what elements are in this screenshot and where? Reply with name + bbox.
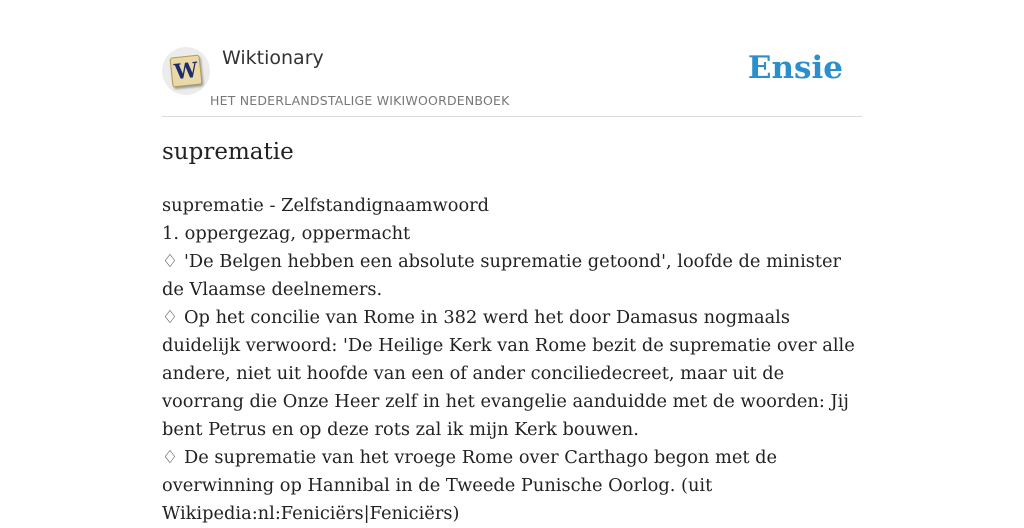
logo-letter: W [172, 56, 199, 85]
page-title: suprematie [162, 139, 294, 165]
example-item [162, 304, 867, 444]
diamond-icon: ♢ [162, 251, 178, 272]
site-tagline: HET NEDERLANDSTALIGE WIKIWOORDENBOEK [210, 93, 510, 108]
example-item [162, 444, 867, 528]
site-header [162, 40, 862, 117]
ensie-brand-link[interactable]: Ensie [747, 50, 843, 86]
definition-line: 1. oppergezag, oppermacht [162, 223, 411, 244]
wiktionary-logo-icon[interactable] [162, 47, 210, 95]
diamond-icon: ♢ [162, 447, 178, 468]
logo-tile [170, 55, 203, 88]
example-text: De suprematie van het vroege Rome over Carthago begon met de overwinning op Hannibal in de Tweede Punische Oorlog. (uit Wikipedia:nl:Feniciërs|Feniciërs) [162, 447, 778, 524]
entry-content [162, 192, 867, 528]
part-of-speech-line: suprematie - Zelfstandignaamwoord [162, 195, 490, 216]
diamond-icon: ♢ [162, 307, 178, 328]
example-item [162, 248, 867, 304]
site-name[interactable]: Wiktionary [222, 47, 324, 69]
example-text: 'De Belgen hebben een absolute suprematie getoond', loofde de minister de Vlaamse deelnemers. [162, 251, 842, 300]
example-text: Op het concilie van Rome in 382 werd het door Damasus nogmaals duidelijk verwoord: 'De Heilige Kerk van Rome bezit de suprematie over alle andere, niet uit hoofde van een of ander conciliedecreet, maar uit de voorrang die Onze Heer zelf in het evangelie aanduidde met de woorden: Jij bent Petrus en op deze rots zal ik mijn Kerk bouwen. [162, 307, 855, 440]
